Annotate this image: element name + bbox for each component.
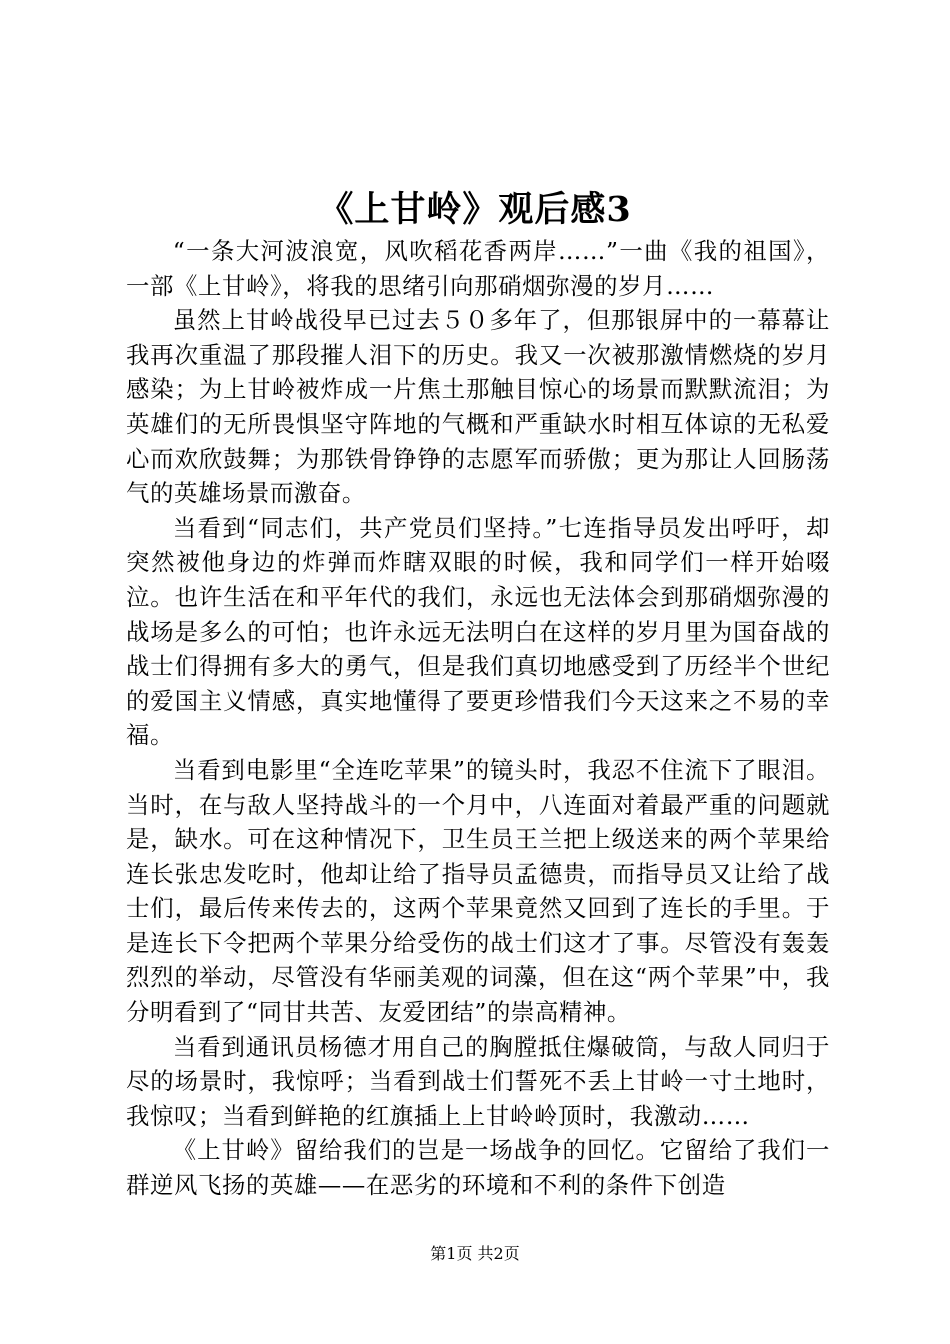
paragraph: “一条大河波浪宽，风吹稻花香两岸……”一曲《我的祖国》，一部《上甘岭》，将我的思绪引向那硝烟弥漫的岁月……	[126, 237, 830, 300]
paragraph: 当看到电影里“全连吃苹果”的镜头时，我忍不住流下了眼泪。当时，在与敌人坚持战斗的一个月中，八连面对着最严重的问题就是，缺水。可在这种情况下，卫生员王兰把上级送来的两个苹果给连长张忠发吃时，他却让给了指导员孟德贵，而指导员又让给了战士们，最后传来传去的，这两个苹果竟然又回到了连长的手里。于是连长下令把两个苹果分给受伤的战士们这才了事。尽管没有轰轰烈烈的举动，尽管没有华丽美观的词藻，但在这“两个苹果”中，我分明看到了“同甘共苦、友爱团结”的崇高精神。	[126, 755, 830, 1027]
document-title: 《上甘岭》观后感3	[318, 189, 632, 230]
paragraph: 当看到通讯员杨德才用自己的胸膛抵住爆破筒，与敌人同归于尽的场景时，我惊呼；当看到战士们誓死不丢上甘岭一寸土地时，我惊叹；当看到鲜艳的红旗插上上甘岭岭顶时，我激动……	[126, 1032, 830, 1130]
document-body	[126, 234, 830, 1203]
paragraph: 虽然上甘岭战役早已过去５０多年了，但那银屏中的一幕幕让我再次重温了那段摧人泪下的历史。我又一次被那激情燃烧的岁月感染；为上甘岭被炸成一片焦土那触目惊心的场景而默默流泪；为英雄们的无所畏惧坚守阵地的气概和严重缺水时相互体谅的无私爱心而欢欣鼓舞；为那铁骨铮铮的志愿军而骄傲；更为那让人回肠荡气的英雄场景而激奋。	[126, 306, 830, 508]
paragraph: 《上甘岭》留给我们的岂是一场战争的回忆。它留给了我们一群逆风飞扬的英雄——在恶劣的环境和不利的条件下创造	[126, 1136, 830, 1200]
paragraph: 当看到“同志们，共产党员们坚持。”七连指导员发出呼吁，却突然被他身边的炸弹而炸瞎双眼的时候，我和同学们一样开始啜泣。也许生活在和平年代的我们，永远也无法体会到那硝烟弥漫的战场是多么的可怕；也许永远无法明白在这样的岁月里为国奋战的战士们得拥有多大的勇气，但是我们真切地感受到了历经半个世纪的爱国主义情感，真实地懂得了要更珍惜我们今天这来之不易的幸福。	[126, 513, 830, 750]
page-number-footer: 第1页 共2页	[430, 1244, 520, 1263]
